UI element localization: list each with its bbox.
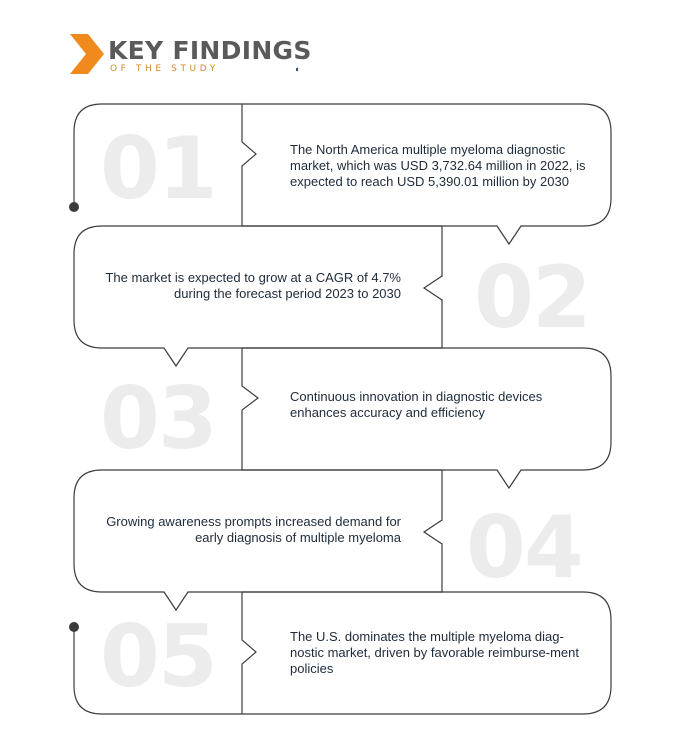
finding-text-4: Growing awareness prompts increased demand for early diagnosis of multiple myeloma	[106, 514, 401, 545]
page-subtitle: OF THE STUDY	[110, 64, 219, 74]
finding-text-5: The U.S. dominates the multiple myeloma diag-nostic market, driven by favorable reimburse-ment policies	[290, 629, 580, 676]
finding-number-5: 05	[100, 607, 216, 707]
finding-number-3: 03	[100, 369, 216, 469]
finding-text-1: The North America multiple myeloma diagnostic market, which was USD 3,732.64 million in 2022, is expected to reach USD 5,390.01 million by 2030	[290, 142, 586, 189]
finding-text-2: The market is expected to grow at a CAGR of 4.7% during the forecast period 2023 to 2030	[105, 270, 401, 301]
finding-number-2: 02	[474, 248, 590, 348]
timeline-start-dot	[69, 202, 79, 212]
crescent-icon: ◖	[294, 64, 300, 74]
finding-number-4: 04	[466, 498, 582, 598]
timeline-end-dot	[69, 622, 79, 632]
page-title: KEY FINDINGS	[108, 36, 312, 65]
finding-text-3: Continuous innovation in diagnostic devices enhances accuracy and efficiency	[290, 389, 543, 420]
finding-number-1: 01	[100, 119, 216, 219]
